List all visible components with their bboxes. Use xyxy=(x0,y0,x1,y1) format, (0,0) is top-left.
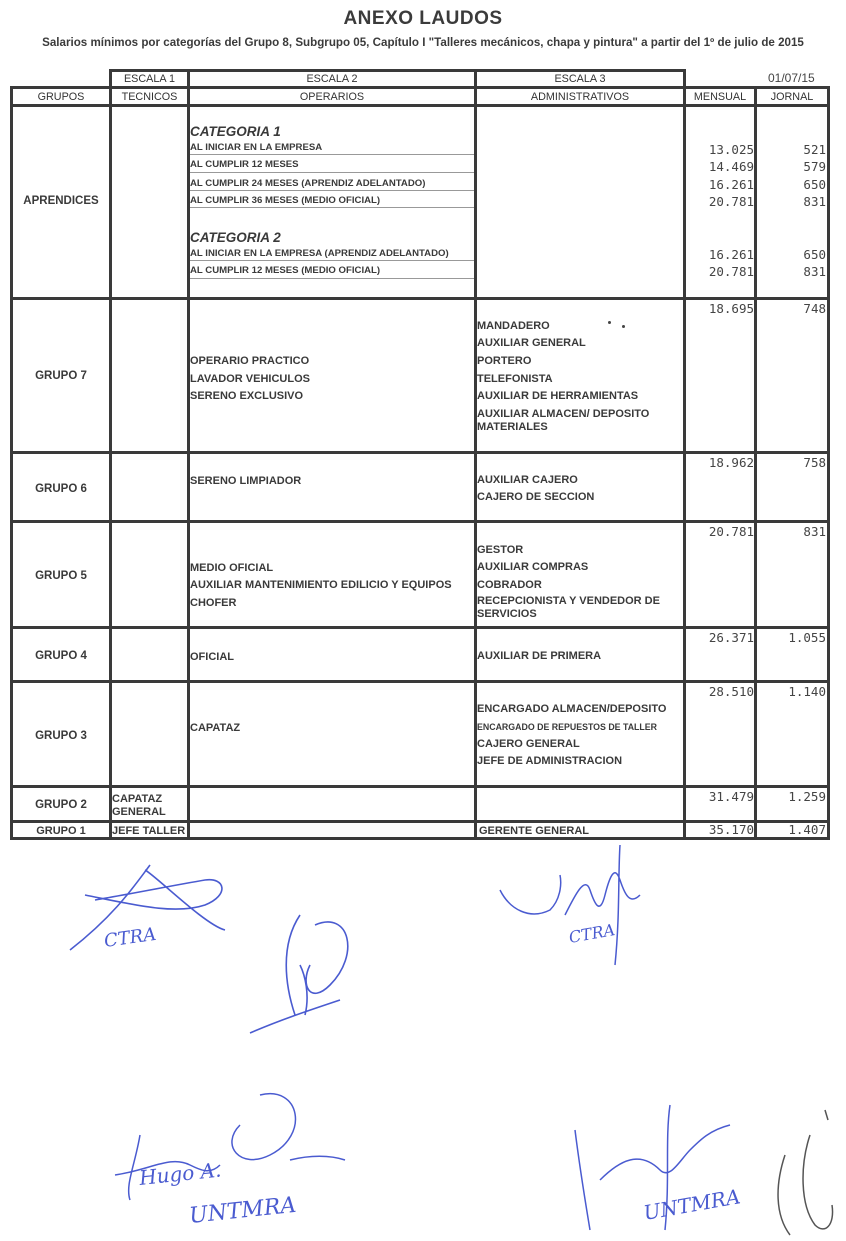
group-4-jornal: 1.055 xyxy=(788,630,826,645)
administrativo-item: COBRADOR xyxy=(477,579,542,591)
aprendiz-row-mensual: 13.025 xyxy=(708,142,754,157)
group-7-mensual: 18.695 xyxy=(708,301,754,316)
administrativo-item: AUXILIAR COMPRAS xyxy=(477,561,589,573)
row-underline xyxy=(190,172,474,173)
administrativo-item: AUXILIAR DE PRIMERA xyxy=(477,650,602,662)
group-label-5: GRUPO 5 xyxy=(35,570,87,582)
aprendiz-row-mensual: 16.261 xyxy=(708,177,754,192)
scan-speck xyxy=(608,321,611,324)
header-jornal: JORNAL xyxy=(770,91,814,103)
group-6-jornal: 758 xyxy=(803,455,826,470)
svg-text:UNTMRA: UNTMRA xyxy=(188,1192,298,1229)
row-underline xyxy=(190,207,474,208)
administrativo-item: TELEFONISTA xyxy=(477,373,553,385)
signature-5 xyxy=(560,1090,760,1240)
effective-date: 01/07/15 xyxy=(768,71,815,85)
group-5-jornal: 831 xyxy=(803,524,826,539)
document-subtitle: Salarios mínimos por categorías del Grupo 8, Subgrupo 05, Capítulo I "Talleres mecánicos, chapa y pintura" a partir del 1º de julio de 2015 xyxy=(42,36,804,49)
group-4-mensual: 26.371 xyxy=(708,630,754,645)
group-2-jornal: 1.259 xyxy=(788,789,826,804)
group-3-jornal: 1.140 xyxy=(788,684,826,699)
operario-item: AUXILIAR MANTENIMIENTO EDILICIO Y EQUIPOS xyxy=(190,579,452,591)
svg-text:UNTMRA: UNTMRA xyxy=(641,1184,743,1225)
header-escala-2: ESCALA 2 xyxy=(306,73,358,85)
aprendiz-row-jornal: 650 xyxy=(803,247,826,262)
aprendiz-row-mensual: 20.781 xyxy=(708,264,754,279)
aprendiz-row-label: AL CUMPLIR 36 MESES (MEDIO OFICIAL) xyxy=(190,195,381,206)
administrativo-item: PORTERO xyxy=(477,355,532,367)
aprendiz-row-label: AL CUMPLIR 12 MESES (MEDIO OFICIAL) xyxy=(190,265,381,276)
aprendiz-row-jornal: 831 xyxy=(803,194,826,209)
scan-speck xyxy=(622,325,625,328)
header-tecnicos: TECNICOS xyxy=(121,91,178,103)
row-underline xyxy=(190,260,474,261)
administrativo-item: CAJERO DE SECCION xyxy=(477,491,595,503)
aprendiz-row-jornal: 579 xyxy=(803,159,826,174)
row-underline xyxy=(190,278,474,279)
operario-item: CHOFER xyxy=(190,597,237,609)
group-label-3: GRUPO 3 xyxy=(35,730,87,742)
aprendiz-row-jornal: 650 xyxy=(803,177,826,192)
operario-item: CAPATAZ xyxy=(190,722,241,734)
operario-item: LAVADOR VEHICULOS xyxy=(190,373,310,385)
header-escala-1: ESCALA 1 xyxy=(123,73,176,85)
signature-4 xyxy=(110,1075,360,1235)
group-label-4: GRUPO 4 xyxy=(35,650,87,662)
signature-2 xyxy=(240,905,370,1045)
svg-text:CTRA: CTRA xyxy=(102,923,158,952)
administrativo-item: MANDADERO xyxy=(477,320,550,332)
row-underline xyxy=(190,190,474,191)
aprendiz-row-mensual: 14.469 xyxy=(708,159,754,174)
aprendiz-row-label: AL INICIAR EN LA EMPRESA xyxy=(190,142,323,153)
group-3-mensual: 28.510 xyxy=(708,684,754,699)
table-border xyxy=(10,520,830,523)
operario-item: OFICIAL xyxy=(190,651,234,663)
aprendiz-row-mensual: 20.781 xyxy=(708,194,754,209)
signature-1 xyxy=(55,855,255,965)
administrativo-item: ENCARGADO ALMACEN/DEPOSITO xyxy=(477,703,667,715)
table-border xyxy=(10,785,830,788)
aprendiz-row-mensual: 16.261 xyxy=(708,247,754,262)
signature-3 xyxy=(490,835,670,975)
table-border xyxy=(10,680,830,683)
table-border xyxy=(109,69,686,72)
administrativo-item: ENCARGADO DE REPUESTOS DE TALLER xyxy=(477,722,658,732)
group-1-jornal: 1.407 xyxy=(788,822,826,837)
operario-item: SERENO LIMPIADOR xyxy=(190,475,302,487)
group-7-jornal: 748 xyxy=(803,301,826,316)
header-mensual: MENSUAL xyxy=(693,91,747,103)
header-grupos: GRUPOS xyxy=(37,91,85,103)
administrativo-item: GERENTE GENERAL xyxy=(479,825,590,837)
operario-item: MEDIO OFICIAL xyxy=(190,562,274,574)
tecnico-item: JEFE TALLER xyxy=(112,825,186,837)
table-border xyxy=(827,86,830,840)
administrativo-item: GESTOR xyxy=(477,544,524,556)
group-1-mensual: 35.170 xyxy=(708,822,754,837)
group-label-aprendices: APRENDICES xyxy=(23,195,99,207)
administrativo-item: AUXILIAR GENERAL xyxy=(477,337,586,349)
administrativo-item: CAJERO GENERAL xyxy=(477,738,580,750)
aprendiz-row-label: AL CUMPLIR 24 MESES (APRENDIZ ADELANTADO) xyxy=(190,178,426,189)
group-6-mensual: 18.962 xyxy=(708,455,754,470)
administrativo-item: RECEPCIONISTA Y VENDEDOR DE SERVICIOS xyxy=(477,595,660,620)
table-border xyxy=(10,626,830,629)
category-2-title: CATEGORIA 2 xyxy=(190,230,281,245)
group-label-6: GRUPO 6 xyxy=(35,483,87,495)
administrativo-item: JEFE DE ADMINISTRACION xyxy=(477,755,623,767)
header-operarios: OPERARIOS xyxy=(299,91,365,103)
row-underline xyxy=(190,154,474,155)
document-title: ANEXO LAUDOS xyxy=(343,8,503,29)
table-border xyxy=(109,69,112,840)
table-border xyxy=(10,86,830,89)
table-border xyxy=(10,297,830,300)
aprendiz-row-label: AL INICIAR EN LA EMPRESA (APRENDIZ ADELANTADO) xyxy=(190,248,449,259)
aprendiz-row-jornal: 831 xyxy=(803,264,826,279)
svg-text:CTRA: CTRA xyxy=(567,920,617,947)
administrativo-item: AUXILIAR DE HERRAMIENTAS xyxy=(477,390,639,402)
aprendiz-row-jornal: 521 xyxy=(803,142,826,157)
group-label-2: GRUPO 2 xyxy=(35,799,87,811)
svg-text:Hugo A.: Hugo A. xyxy=(138,1157,223,1190)
operario-item: SERENO EXCLUSIVO xyxy=(190,390,304,402)
category-1-title: CATEGORIA 1 xyxy=(190,124,281,139)
aprendiz-row-label: AL CUMPLIR 12 MESES xyxy=(190,159,299,170)
header-escala-3: ESCALA 3 xyxy=(554,73,606,85)
operario-item: OPERARIO PRACTICO xyxy=(190,355,310,367)
group-5-mensual: 20.781 xyxy=(708,524,754,539)
group-label-1: GRUPO 1 xyxy=(36,825,86,837)
signature-6 xyxy=(770,1095,844,1240)
table-border xyxy=(10,451,830,454)
group-2-mensual: 31.479 xyxy=(708,789,754,804)
tecnico-item: CAPATAZ GENERAL xyxy=(112,793,166,818)
table-border xyxy=(10,104,830,107)
header-administrativos: ADMINISTRATIVOS xyxy=(530,91,630,103)
administrativo-item: AUXILIAR CAJERO xyxy=(477,474,578,486)
administrativo-item: AUXILIAR ALMACEN/ DEPOSITO MATERIALES xyxy=(477,408,650,433)
group-label-7: GRUPO 7 xyxy=(35,370,87,382)
